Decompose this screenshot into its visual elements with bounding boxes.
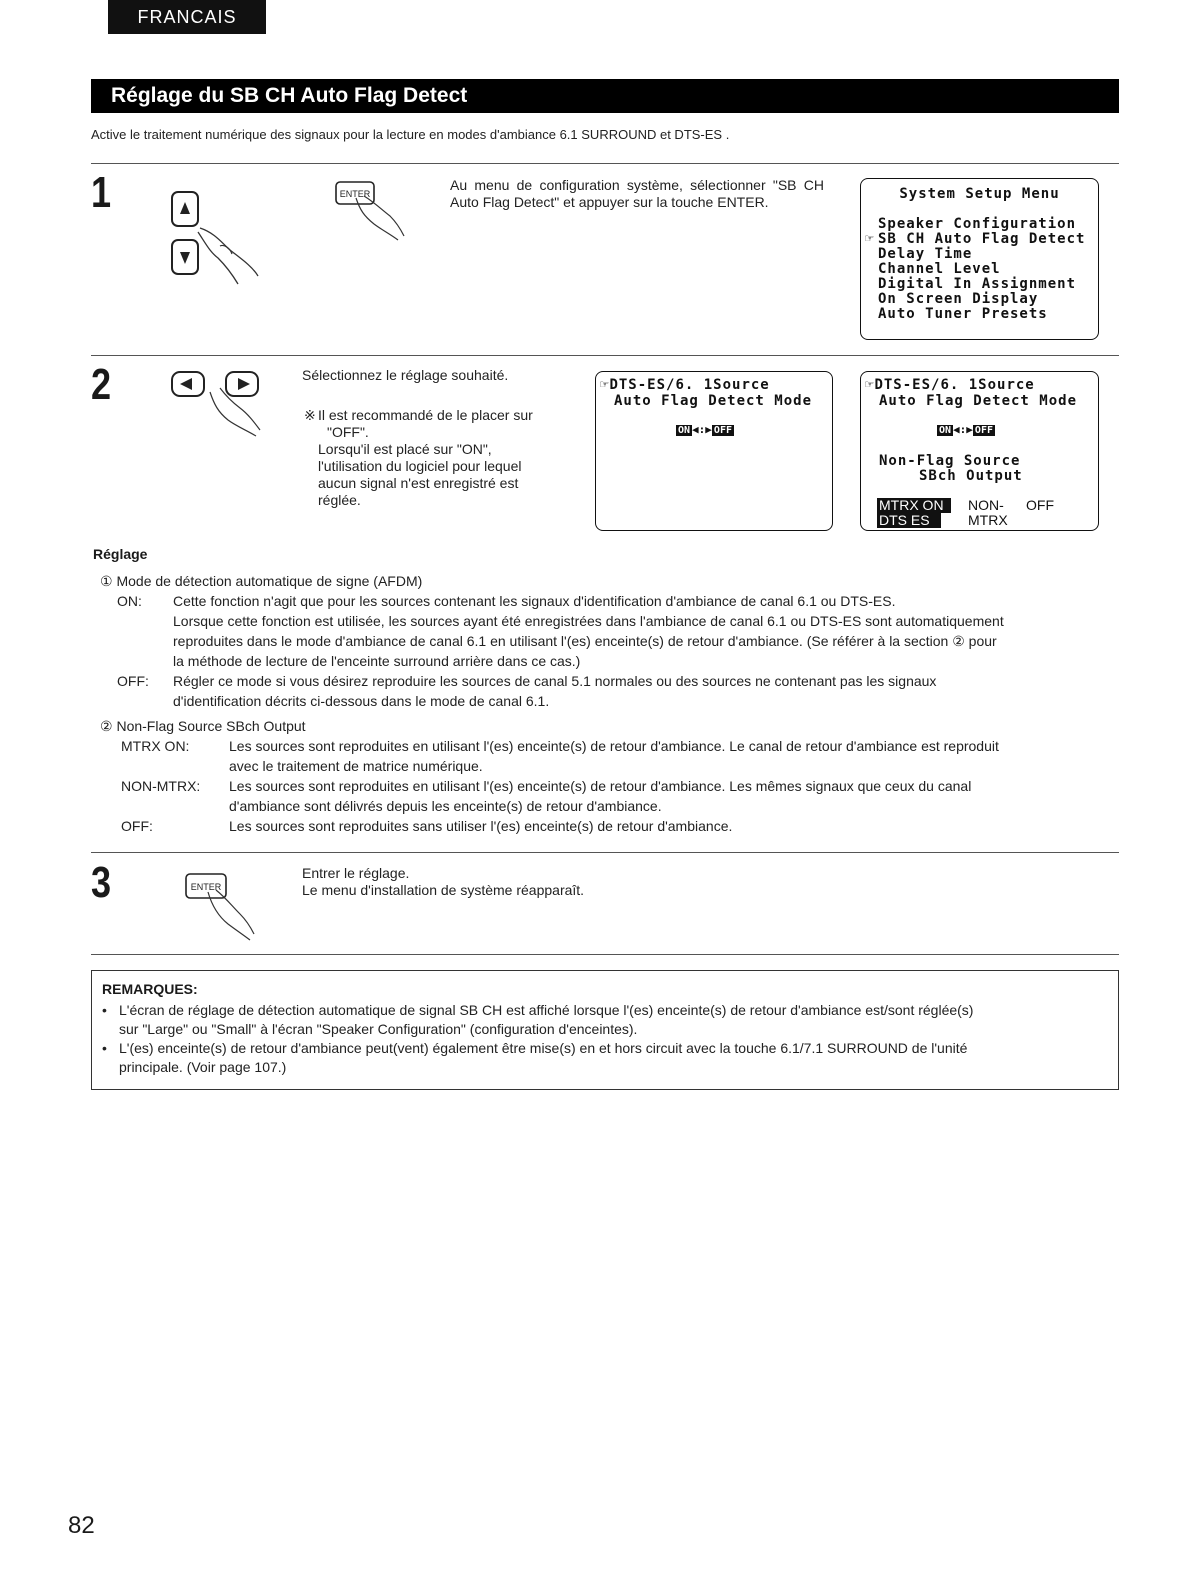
osd-system-setup-menu: [860, 178, 1099, 340]
remark-item: • L'(es) enceinte(s) de retour d'ambiance peut(vent) également être mise(s) en et hors circuit avec la touche 6.1/7.1 SURROUND de l'unité principale. (Voir page 107.): [102, 1040, 968, 1075]
note-line: "OFF".: [327, 424, 369, 440]
option-label: NON-MTRX:: [121, 778, 201, 794]
on-indicator: ON: [678, 425, 691, 436]
cursor-hand-icon: ☞: [865, 231, 875, 247]
on-indicator: ON: [939, 425, 952, 436]
osd-output-options: [877, 498, 951, 528]
osd-line: ☞DTS-ES/6. 1Source: [865, 377, 1035, 393]
option-non-mtrx-description: NON-MTRX: Les sources sont reproduites en utilisant l'(es) enceinte(s) de retour d'ambiance. Les mêmes signaux que ceux du canal d'ambiance sont délivrés depuis les enceinte(s) de retour d'ambiance.: [121, 778, 972, 814]
osd-menu-item: On Screen Display: [878, 291, 1039, 307]
cursor-hand-icon: ☞: [865, 377, 875, 393]
remark-item: • L'écran de réglage de détection automatique de signal SB CH est affiché lorsque l'(es) enceinte(s) de retour d'ambiance est/sont réglée(s) sur "Large" ou "Small" à l'écran "Speaker Configuration" (configuration d'enceintes).: [102, 1002, 974, 1037]
item-title: ① Mode de détection automatique de signe (AFDM): [100, 573, 423, 589]
step-1-text: Au menu de configuration système, sélectionner "SB CH Auto Flag Detect" et appuyer sur la touche ENTER.: [450, 177, 824, 210]
osd-line: Auto Flag Detect Mode: [614, 393, 813, 409]
section-title-text: Réglage du SB CH Auto Flag Detect: [111, 84, 468, 107]
remarks-list: [102, 1001, 1110, 1077]
off-indicator: OFF: [974, 425, 993, 436]
note-mark: ※: [304, 407, 316, 423]
step-2-note: [304, 407, 580, 509]
intro-text: Active le traitement numérique des signaux pour la lecture en modes d'ambiance 6.1 SURROUND et DTS-ES .: [91, 127, 730, 142]
cursor-hand-icon: ☞: [600, 377, 610, 393]
osd-menu-item: Channel Level: [878, 261, 1001, 277]
off-indicator: OFF: [713, 425, 732, 436]
osd-menu-item: Speaker Configuration: [878, 216, 1077, 232]
step-3-number: 3: [91, 858, 112, 907]
osd-line: SBch Output: [919, 468, 1023, 484]
step-1-number: 1: [91, 168, 112, 217]
osd-menu-title: System Setup Menu: [899, 186, 1060, 202]
option-mtrx-on: MTRX ON: [877, 498, 951, 513]
option-dts-es: DTS ES: [877, 513, 941, 528]
option-label: OFF:: [121, 818, 153, 834]
language-tab: FRANCAIS: [108, 0, 266, 34]
osd-on-off-selector: [676, 422, 734, 438]
remarks-heading: REMARQUES:: [102, 981, 198, 997]
osd-menu-item: Auto Tuner Presets: [878, 306, 1048, 322]
arrow-indicator: ◀:▶: [953, 423, 973, 436]
item-title: ② Non-Flag Source SBch Output: [100, 718, 306, 734]
step-2-number: 2: [91, 360, 112, 409]
settings-item-1: [100, 571, 1120, 711]
option-mtrx-on-description: MTRX ON: Les sources sont reproduites en utilisant l'(es) enceinte(s) de retour d'ambiance. Le canal de retour d'ambiance est reproduit avec le traitement de matrice numérique.: [121, 738, 999, 774]
note-line: ※ Il est recommandé de le placer sur: [304, 407, 533, 423]
option-label: MTRX ON:: [121, 738, 190, 754]
osd-menu-item-selected: ☞ SB CH Auto Flag Detect: [865, 231, 1086, 247]
settings-item-2: [100, 716, 1120, 836]
left-right-buttons-icon: [170, 368, 280, 438]
settings-heading: Réglage: [93, 546, 148, 562]
up-down-buttons-icon: [160, 188, 270, 288]
option-label: OFF:: [117, 673, 149, 689]
osd-line: Non-Flag Source: [879, 453, 1021, 469]
osd-auto-flag-detect-right: [860, 371, 1099, 531]
enter-button-icon: [184, 872, 264, 942]
osd-menu-item: Delay Time: [878, 246, 973, 262]
step-2-text: Sélectionnez le réglage souhaité.: [302, 367, 509, 383]
arrow-indicator: ◀:▶: [692, 423, 712, 436]
option-off-description: OFF: Régler ce mode si vous désirez reproduire les sources de canal 5.1 normales ou des sources ne contenant pas les signaux d'identification décrits ci-dessous dans le mode de canal 6.1.: [117, 673, 937, 709]
remarks-box: [91, 970, 1119, 1090]
section-title: [91, 79, 1119, 113]
option-non-mtrx: NON- MTRX: [968, 497, 1008, 528]
option-on-description: ON: Cette fonction n'agit que pour les sources contenant les signaux d'identification d'ambiance de canal 6.1 ou DTS-ES. Lorsque cette fonction est utilisée, les sources ayant été enregistrées dans l'ambiance de canal 6.1 ou DTS-ES sont automatiquement reproduites dans le mode d'ambiance de canal 6.1 en utilisant l'(es) enceinte(s) de retour d'ambiance. (Se référer à la section ② pour la méthode de lecture de l'enceinte surround arrière dans ce cas.): [117, 593, 1004, 669]
page-number: 82: [68, 1512, 95, 1539]
note-line: l'utilisation du logiciel pour lequel: [318, 458, 522, 474]
divider: [91, 163, 1119, 164]
option-off: OFF: [1026, 497, 1054, 513]
note-line: Lorsqu'il est placé sur "ON",: [318, 441, 492, 457]
svg-text:ENTER: ENTER: [190, 882, 222, 892]
osd-line: Auto Flag Detect Mode: [879, 393, 1078, 409]
osd-line: ☞DTS-ES/6. 1Source: [600, 377, 770, 393]
divider: [91, 355, 1119, 356]
osd-auto-flag-detect-left: [595, 371, 833, 531]
divider: [91, 954, 1119, 955]
divider: [91, 852, 1119, 853]
enter-button-icon: [334, 180, 414, 240]
osd-menu-list: [865, 216, 1086, 322]
note-line: aucun signal n'est enregistré est: [318, 475, 519, 491]
option-off-description: OFF: Les sources sont reproduites sans utiliser l'(es) enceinte(s) de retour d'ambiance.: [121, 818, 733, 834]
svg-text:ENTER: ENTER: [339, 189, 371, 199]
step-3-text: Entrer le réglage. Le menu d'installation de système réapparaît.: [302, 865, 585, 898]
note-line: réglée.: [318, 492, 361, 508]
osd-on-off-selector: [937, 422, 995, 438]
option-label: ON:: [117, 593, 142, 609]
osd-menu-item: Digital In Assignment: [878, 276, 1077, 292]
